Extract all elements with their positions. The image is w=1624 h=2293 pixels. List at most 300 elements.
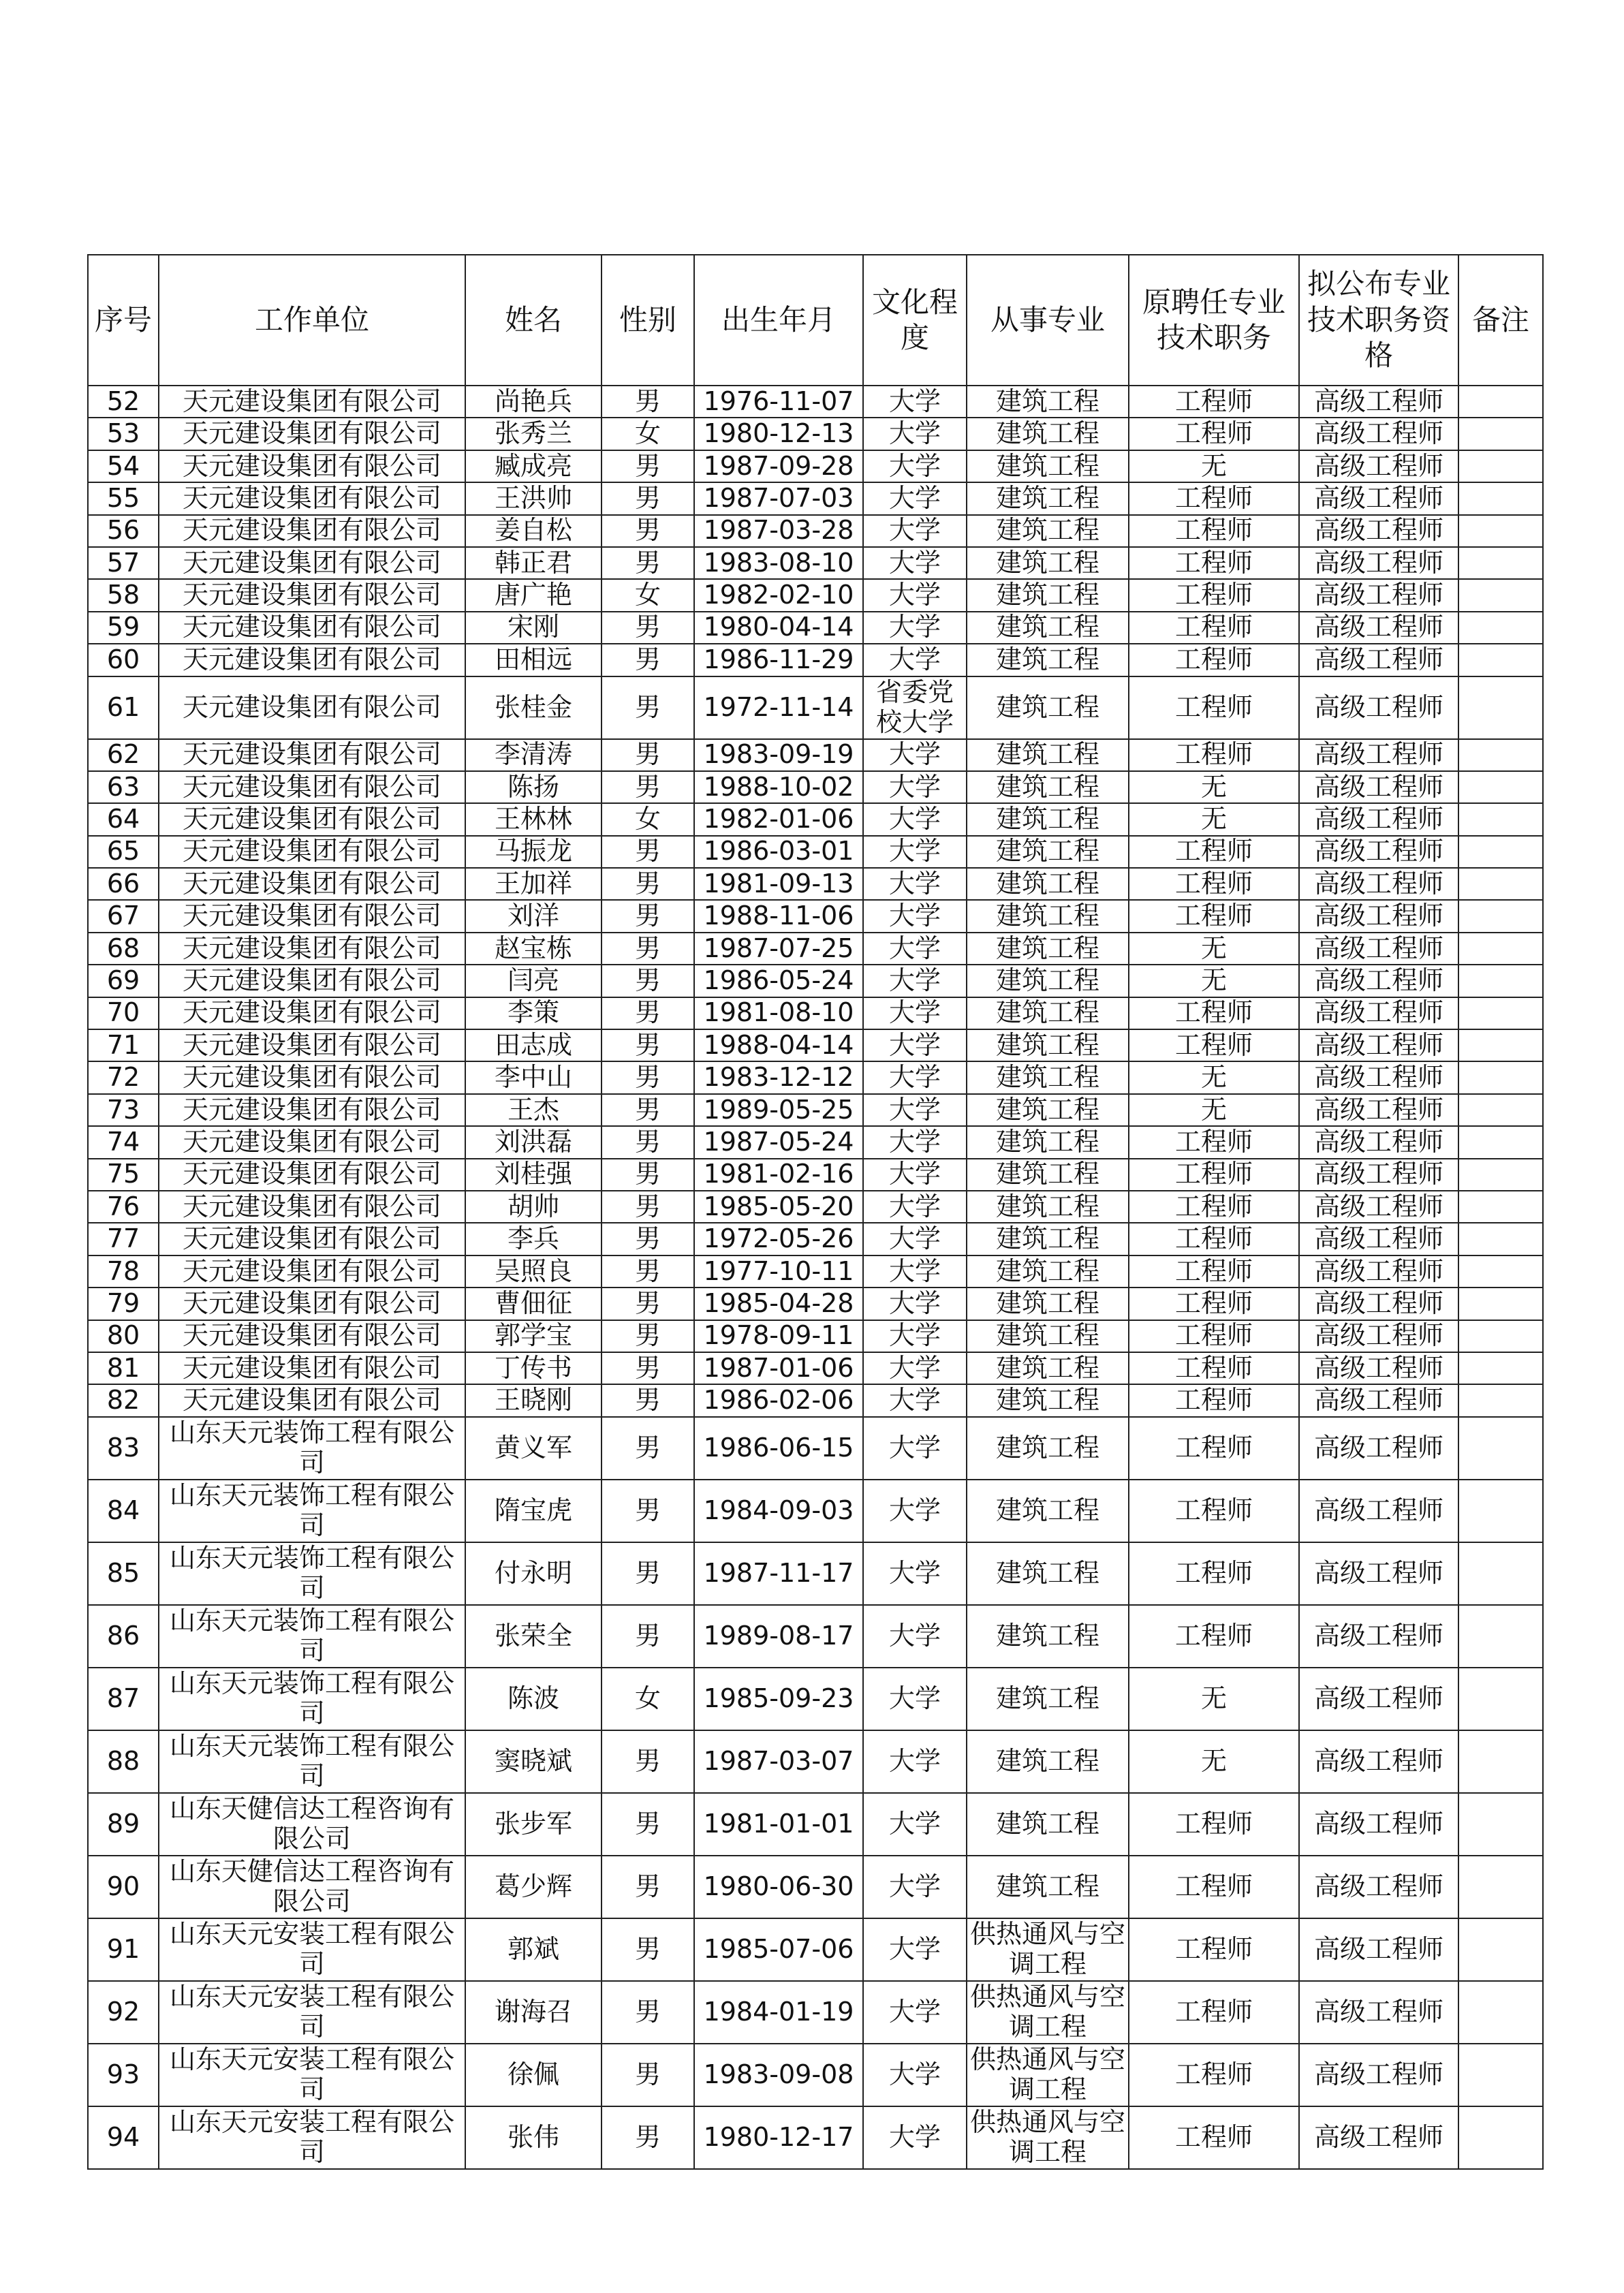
cell-name: 陈扬: [465, 771, 602, 803]
cell-work-unit: 天元建设集团有限公司: [159, 997, 465, 1029]
cell-original-title: 工程师: [1129, 1223, 1299, 1255]
cell-original-title: 工程师: [1129, 482, 1299, 514]
cell-proposed-title: 高级工程师: [1299, 612, 1458, 644]
cell-specialty: 供热通风与空调工程: [967, 1981, 1129, 2044]
cell-specialty: 建筑工程: [967, 1605, 1129, 1668]
cell-birth-date: 1976-11-07: [694, 386, 863, 418]
cell-index: 83: [88, 1417, 159, 1480]
cell-remarks: [1458, 676, 1543, 739]
cell-specialty: 供热通风与空调工程: [967, 2106, 1129, 2169]
cell-gender: 男: [602, 1480, 694, 1542]
cell-birth-date: 1987-09-28: [694, 450, 863, 482]
cell-original-title: 无: [1129, 933, 1299, 965]
cell-name: 张秀兰: [465, 418, 602, 450]
cell-index: 66: [88, 868, 159, 900]
cell-gender: 男: [602, 1288, 694, 1320]
cell-index: 68: [88, 933, 159, 965]
cell-remarks: [1458, 1126, 1543, 1158]
cell-work-unit: 天元建设集团有限公司: [159, 418, 465, 450]
cell-index: 72: [88, 1061, 159, 1093]
cell-proposed-title: 高级工程师: [1299, 515, 1458, 547]
cell-work-unit: 天元建设集团有限公司: [159, 1029, 465, 1061]
cell-name: 宋刚: [465, 612, 602, 644]
cell-name: 刘洪磊: [465, 1126, 602, 1158]
cell-work-unit: 山东天元安装工程有限公司: [159, 2106, 465, 2169]
cell-gender: 男: [602, 1856, 694, 1918]
cell-index: 93: [88, 2044, 159, 2106]
cell-education: 大学: [863, 1918, 967, 1981]
cell-work-unit: 天元建设集团有限公司: [159, 482, 465, 514]
cell-gender: 男: [602, 1542, 694, 1605]
cell-remarks: [1458, 836, 1543, 868]
cell-name: 王加祥: [465, 868, 602, 900]
cell-work-unit: 天元建设集团有限公司: [159, 450, 465, 482]
cell-gender: 女: [602, 579, 694, 611]
cell-birth-date: 1978-09-11: [694, 1320, 863, 1352]
cell-remarks: [1458, 1668, 1543, 1730]
cell-proposed-title: 高级工程师: [1299, 965, 1458, 997]
cell-birth-date: 1980-12-13: [694, 418, 863, 450]
cell-proposed-title: 高级工程师: [1299, 1605, 1458, 1668]
cell-birth-date: 1987-07-25: [694, 933, 863, 965]
table-row: [88, 933, 1543, 965]
cell-original-title: 无: [1129, 1668, 1299, 1730]
cell-index: 77: [88, 1223, 159, 1255]
cell-education: 大学: [863, 1605, 967, 1668]
cell-specialty: 建筑工程: [967, 1793, 1129, 1856]
cell-remarks: [1458, 547, 1543, 579]
cell-education: 大学: [863, 579, 967, 611]
cell-specialty: 建筑工程: [967, 1856, 1129, 1918]
cell-remarks: [1458, 579, 1543, 611]
cell-index: 89: [88, 1793, 159, 1856]
cell-original-title: 工程师: [1129, 836, 1299, 868]
table-row: [88, 547, 1543, 579]
cell-gender: 男: [602, 1384, 694, 1416]
cell-remarks: [1458, 933, 1543, 965]
cell-specialty: 建筑工程: [967, 868, 1129, 900]
cell-index: 56: [88, 515, 159, 547]
cell-birth-date: 1982-02-10: [694, 579, 863, 611]
cell-work-unit: 天元建设集团有限公司: [159, 386, 465, 418]
cell-birth-date: 1985-09-23: [694, 1668, 863, 1730]
cell-remarks: [1458, 2106, 1543, 2169]
cell-remarks: [1458, 1029, 1543, 1061]
cell-proposed-title: 高级工程师: [1299, 1417, 1458, 1480]
cell-proposed-title: 高级工程师: [1299, 1126, 1458, 1158]
table-row: [88, 676, 1543, 739]
cell-education: 省委党校大学: [863, 676, 967, 739]
cell-work-unit: 天元建设集团有限公司: [159, 515, 465, 547]
cell-name: 张荣全: [465, 1605, 602, 1668]
table-row: [88, 612, 1543, 644]
cell-specialty: 建筑工程: [967, 644, 1129, 676]
header-work-unit: 工作单位: [159, 255, 465, 386]
cell-gender: 女: [602, 803, 694, 835]
cell-education: 大学: [863, 965, 967, 997]
cell-proposed-title: 高级工程师: [1299, 1856, 1458, 1918]
cell-work-unit: 山东天元装饰工程有限公司: [159, 1480, 465, 1542]
table-row: [88, 644, 1543, 676]
cell-proposed-title: 高级工程师: [1299, 771, 1458, 803]
cell-birth-date: 1987-03-28: [694, 515, 863, 547]
cell-work-unit: 天元建设集团有限公司: [159, 1320, 465, 1352]
cell-original-title: 工程师: [1129, 579, 1299, 611]
cell-education: 大学: [863, 739, 967, 771]
cell-gender: 男: [602, 933, 694, 965]
cell-index: 60: [88, 644, 159, 676]
cell-work-unit: 天元建设集团有限公司: [159, 965, 465, 997]
cell-original-title: 无: [1129, 771, 1299, 803]
table-row: [88, 1384, 1543, 1416]
cell-name: 尚艳兵: [465, 386, 602, 418]
cell-specialty: 建筑工程: [967, 900, 1129, 932]
cell-remarks: [1458, 900, 1543, 932]
cell-specialty: 建筑工程: [967, 1480, 1129, 1542]
cell-name: 葛少辉: [465, 1856, 602, 1918]
cell-specialty: 建筑工程: [967, 1061, 1129, 1093]
cell-gender: 男: [602, 1223, 694, 1255]
cell-education: 大学: [863, 1029, 967, 1061]
cell-proposed-title: 高级工程师: [1299, 644, 1458, 676]
cell-education: 大学: [863, 1480, 967, 1542]
cell-gender: 男: [602, 644, 694, 676]
cell-index: 80: [88, 1320, 159, 1352]
cell-original-title: 工程师: [1129, 1191, 1299, 1223]
cell-gender: 男: [602, 836, 694, 868]
cell-index: 94: [88, 2106, 159, 2169]
cell-original-title: 工程师: [1129, 1918, 1299, 1981]
table-body: [88, 386, 1543, 2169]
cell-birth-date: 1980-06-30: [694, 1856, 863, 1918]
cell-original-title: 工程师: [1129, 868, 1299, 900]
table-row: [88, 1255, 1543, 1288]
cell-gender: 男: [602, 1029, 694, 1061]
table-row: [88, 1856, 1543, 1918]
cell-proposed-title: 高级工程师: [1299, 1288, 1458, 1320]
cell-remarks: [1458, 1384, 1543, 1416]
cell-original-title: 工程师: [1129, 1159, 1299, 1191]
cell-proposed-title: 高级工程师: [1299, 1223, 1458, 1255]
cell-name: 唐广艳: [465, 579, 602, 611]
cell-name: 张桂金: [465, 676, 602, 739]
cell-remarks: [1458, 1417, 1543, 1480]
cell-gender: 男: [602, 1793, 694, 1856]
cell-name: 张伟: [465, 2106, 602, 2169]
cell-index: 76: [88, 1191, 159, 1223]
cell-gender: 男: [602, 1730, 694, 1793]
cell-birth-date: 1989-05-25: [694, 1094, 863, 1126]
cell-education: 大学: [863, 1094, 967, 1126]
cell-remarks: [1458, 1981, 1543, 2044]
cell-remarks: [1458, 997, 1543, 1029]
table-row: [88, 1981, 1543, 2044]
cell-work-unit: 天元建设集团有限公司: [159, 1352, 465, 1384]
cell-education: 大学: [863, 1730, 967, 1793]
cell-education: 大学: [863, 1352, 967, 1384]
cell-birth-date: 1987-07-03: [694, 482, 863, 514]
cell-education: 大学: [863, 1856, 967, 1918]
cell-index: 57: [88, 547, 159, 579]
cell-work-unit: 天元建设集团有限公司: [159, 868, 465, 900]
cell-work-unit: 山东天元装饰工程有限公司: [159, 1730, 465, 1793]
cell-index: 67: [88, 900, 159, 932]
cell-gender: 男: [602, 2044, 694, 2106]
personnel-table: [87, 254, 1544, 2170]
cell-name: 胡帅: [465, 1191, 602, 1223]
table-row: [88, 1730, 1543, 1793]
cell-birth-date: 1981-01-01: [694, 1793, 863, 1856]
cell-specialty: 建筑工程: [967, 1255, 1129, 1288]
cell-index: 86: [88, 1605, 159, 1668]
cell-remarks: [1458, 1061, 1543, 1093]
cell-proposed-title: 高级工程师: [1299, 676, 1458, 739]
cell-specialty: 建筑工程: [967, 1126, 1129, 1158]
cell-birth-date: 1984-09-03: [694, 1480, 863, 1542]
cell-index: 69: [88, 965, 159, 997]
cell-gender: 男: [602, 482, 694, 514]
cell-index: 84: [88, 1480, 159, 1542]
cell-name: 王洪帅: [465, 482, 602, 514]
cell-birth-date: 1981-02-16: [694, 1159, 863, 1191]
cell-index: 82: [88, 1384, 159, 1416]
cell-gender: 男: [602, 547, 694, 579]
cell-proposed-title: 高级工程师: [1299, 1668, 1458, 1730]
header-education: 文化程度: [863, 255, 967, 386]
cell-birth-date: 1980-12-17: [694, 2106, 863, 2169]
cell-specialty: 建筑工程: [967, 1668, 1129, 1730]
cell-work-unit: 天元建设集团有限公司: [159, 676, 465, 739]
cell-original-title: 工程师: [1129, 997, 1299, 1029]
table-row: [88, 1223, 1543, 1255]
cell-specialty: 建筑工程: [967, 612, 1129, 644]
cell-proposed-title: 高级工程师: [1299, 386, 1458, 418]
cell-work-unit: 天元建设集团有限公司: [159, 1191, 465, 1223]
cell-specialty: 建筑工程: [967, 450, 1129, 482]
cell-original-title: 工程师: [1129, 386, 1299, 418]
cell-work-unit: 山东天元装饰工程有限公司: [159, 1605, 465, 1668]
cell-work-unit: 天元建设集团有限公司: [159, 579, 465, 611]
cell-name: 王杰: [465, 1094, 602, 1126]
cell-education: 大学: [863, 1223, 967, 1255]
cell-name: 刘桂强: [465, 1159, 602, 1191]
cell-original-title: 工程师: [1129, 1029, 1299, 1061]
cell-education: 大学: [863, 1061, 967, 1093]
cell-index: 71: [88, 1029, 159, 1061]
cell-index: 81: [88, 1352, 159, 1384]
cell-name: 李清涛: [465, 739, 602, 771]
cell-original-title: 工程师: [1129, 1981, 1299, 2044]
cell-education: 大学: [863, 868, 967, 900]
cell-work-unit: 天元建设集团有限公司: [159, 644, 465, 676]
cell-work-unit: 天元建设集团有限公司: [159, 547, 465, 579]
cell-original-title: 工程师: [1129, 676, 1299, 739]
cell-original-title: 无: [1129, 1061, 1299, 1093]
cell-name: 郭斌: [465, 1918, 602, 1981]
cell-specialty: 建筑工程: [967, 418, 1129, 450]
cell-work-unit: 天元建设集团有限公司: [159, 1159, 465, 1191]
cell-remarks: [1458, 1159, 1543, 1191]
cell-specialty: 建筑工程: [967, 803, 1129, 835]
cell-original-title: 工程师: [1129, 1255, 1299, 1288]
cell-index: 91: [88, 1918, 159, 1981]
cell-education: 大学: [863, 1320, 967, 1352]
cell-birth-date: 1986-02-06: [694, 1384, 863, 1416]
cell-original-title: 无: [1129, 450, 1299, 482]
cell-remarks: [1458, 1191, 1543, 1223]
cell-index: 59: [88, 612, 159, 644]
cell-education: 大学: [863, 1255, 967, 1288]
table-row: [88, 900, 1543, 932]
cell-original-title: 无: [1129, 803, 1299, 835]
cell-gender: 女: [602, 418, 694, 450]
cell-gender: 男: [602, 1320, 694, 1352]
cell-work-unit: 山东天健信达工程咨询有限公司: [159, 1793, 465, 1856]
cell-education: 大学: [863, 644, 967, 676]
cell-original-title: 工程师: [1129, 1352, 1299, 1384]
table-row: [88, 868, 1543, 900]
cell-birth-date: 1988-10-02: [694, 771, 863, 803]
cell-gender: 男: [602, 1417, 694, 1480]
cell-name: 马振龙: [465, 836, 602, 868]
cell-name: 曹佃征: [465, 1288, 602, 1320]
cell-specialty: 建筑工程: [967, 1029, 1129, 1061]
cell-name: 田志成: [465, 1029, 602, 1061]
cell-gender: 男: [602, 1352, 694, 1384]
cell-specialty: 建筑工程: [967, 739, 1129, 771]
cell-index: 74: [88, 1126, 159, 1158]
cell-remarks: [1458, 644, 1543, 676]
table-row: [88, 771, 1543, 803]
cell-birth-date: 1980-04-14: [694, 612, 863, 644]
cell-birth-date: 1989-08-17: [694, 1605, 863, 1668]
cell-specialty: 建筑工程: [967, 1223, 1129, 1255]
cell-name: 黄义军: [465, 1417, 602, 1480]
cell-education: 大学: [863, 2044, 967, 2106]
cell-gender: 男: [602, 1981, 694, 2044]
table-row: [88, 1352, 1543, 1384]
cell-work-unit: 天元建设集团有限公司: [159, 739, 465, 771]
cell-index: 90: [88, 1856, 159, 1918]
cell-gender: 男: [602, 676, 694, 739]
cell-gender: 男: [602, 771, 694, 803]
cell-remarks: [1458, 2044, 1543, 2106]
table-row: [88, 1029, 1543, 1061]
cell-work-unit: 山东天元安装工程有限公司: [159, 1981, 465, 2044]
cell-education: 大学: [863, 1288, 967, 1320]
cell-proposed-title: 高级工程师: [1299, 1191, 1458, 1223]
cell-remarks: [1458, 868, 1543, 900]
cell-gender: 男: [602, 1255, 694, 1288]
cell-birth-date: 1987-03-07: [694, 1730, 863, 1793]
cell-original-title: 工程师: [1129, 739, 1299, 771]
cell-proposed-title: 高级工程师: [1299, 2044, 1458, 2106]
cell-birth-date: 1985-05-20: [694, 1191, 863, 1223]
cell-specialty: 建筑工程: [967, 515, 1129, 547]
cell-gender: 男: [602, 1126, 694, 1158]
cell-education: 大学: [863, 1191, 967, 1223]
cell-education: 大学: [863, 1542, 967, 1605]
cell-index: 88: [88, 1730, 159, 1793]
cell-gender: 男: [602, 1605, 694, 1668]
cell-index: 53: [88, 418, 159, 450]
cell-proposed-title: 高级工程师: [1299, 1730, 1458, 1793]
header-specialty: 从事专业: [967, 255, 1129, 386]
table-row: [88, 515, 1543, 547]
cell-gender: 男: [602, 868, 694, 900]
cell-name: 隋宝虎: [465, 1480, 602, 1542]
cell-education: 大学: [863, 418, 967, 450]
cell-work-unit: 天元建设集团有限公司: [159, 1126, 465, 1158]
cell-name: 吴照良: [465, 1255, 602, 1288]
cell-gender: 男: [602, 515, 694, 547]
cell-proposed-title: 高级工程师: [1299, 2106, 1458, 2169]
cell-work-unit: 天元建设集团有限公司: [159, 1288, 465, 1320]
cell-original-title: 工程师: [1129, 1320, 1299, 1352]
cell-work-unit: 天元建设集团有限公司: [159, 1223, 465, 1255]
cell-education: 大学: [863, 771, 967, 803]
cell-original-title: 工程师: [1129, 2106, 1299, 2169]
cell-education: 大学: [863, 515, 967, 547]
cell-name: 丁传书: [465, 1352, 602, 1384]
cell-remarks: [1458, 1223, 1543, 1255]
cell-gender: 男: [602, 612, 694, 644]
cell-work-unit: 山东天元安装工程有限公司: [159, 1918, 465, 1981]
cell-work-unit: 天元建设集团有限公司: [159, 836, 465, 868]
cell-education: 大学: [863, 1417, 967, 1480]
cell-education: 大学: [863, 547, 967, 579]
table-row: [88, 579, 1543, 611]
cell-birth-date: 1982-01-06: [694, 803, 863, 835]
cell-education: 大学: [863, 482, 967, 514]
cell-name: 付永明: [465, 1542, 602, 1605]
cell-birth-date: 1972-05-26: [694, 1223, 863, 1255]
cell-specialty: 建筑工程: [967, 547, 1129, 579]
cell-name: 闫亮: [465, 965, 602, 997]
table-row: [88, 1542, 1543, 1605]
cell-education: 大学: [863, 612, 967, 644]
cell-remarks: [1458, 482, 1543, 514]
cell-birth-date: 1986-11-29: [694, 644, 863, 676]
cell-birth-date: 1972-11-14: [694, 676, 863, 739]
cell-index: 85: [88, 1542, 159, 1605]
cell-birth-date: 1983-12-12: [694, 1061, 863, 1093]
cell-work-unit: 山东天元装饰工程有限公司: [159, 1542, 465, 1605]
cell-specialty: 供热通风与空调工程: [967, 2044, 1129, 2106]
table-row: [88, 1605, 1543, 1668]
cell-proposed-title: 高级工程师: [1299, 900, 1458, 932]
cell-original-title: 工程师: [1129, 1384, 1299, 1416]
table-row: [88, 997, 1543, 1029]
table-row: [88, 1668, 1543, 1730]
cell-proposed-title: 高级工程师: [1299, 1981, 1458, 2044]
cell-remarks: [1458, 612, 1543, 644]
cell-proposed-title: 高级工程师: [1299, 418, 1458, 450]
table-row: [88, 1288, 1543, 1320]
cell-name: 田相远: [465, 644, 602, 676]
cell-remarks: [1458, 803, 1543, 835]
cell-birth-date: 1986-06-15: [694, 1417, 863, 1480]
cell-remarks: [1458, 418, 1543, 450]
cell-education: 大学: [863, 1384, 967, 1416]
cell-work-unit: 山东天元装饰工程有限公司: [159, 1668, 465, 1730]
cell-education: 大学: [863, 1793, 967, 1856]
table-row: [88, 1918, 1543, 1981]
cell-original-title: 工程师: [1129, 2044, 1299, 2106]
table-row: [88, 1126, 1543, 1158]
header-proposed-title: 拟公布专业技术职务资格: [1299, 255, 1458, 386]
cell-specialty: 建筑工程: [967, 771, 1129, 803]
